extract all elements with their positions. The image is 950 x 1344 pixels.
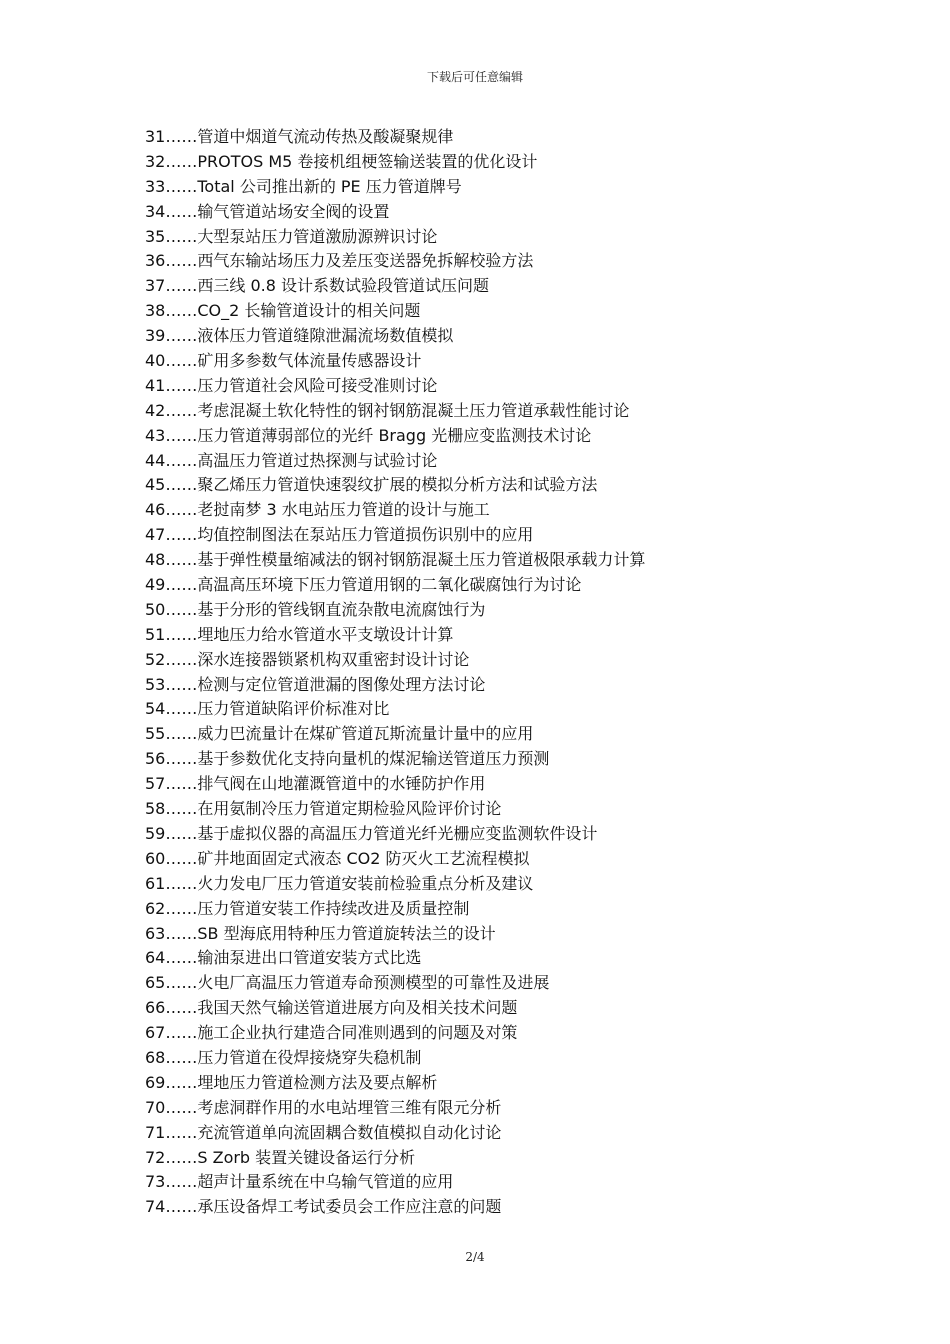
list-item: 52……深水连接器锁紧机构双重密封设计讨论: [145, 649, 470, 669]
list-item: 59……基于虚拟仪器的高温压力管道光纤光栅应变监测软件设计: [145, 823, 598, 843]
list-item: 57……排气阀在山地灌溉管道中的水锤防护作用: [145, 774, 486, 794]
list-item: 53……检测与定位管道泄漏的图像处理方法讨论: [145, 674, 486, 694]
list-item: 71……充流管道单向流固耦合数值模拟自动化讨论: [145, 1122, 502, 1142]
list-item: 45……聚乙烯压力管道快速裂纹扩展的模拟分析方法和试验方法: [145, 475, 598, 495]
list-item: 37……西三线 0.8 设计系数试验段管道试压问题: [145, 276, 489, 296]
list-item: 73……超声计量系统在中乌输气管道的应用: [145, 1172, 454, 1192]
list-item: 63……SB 型海底用特种压力管道旋转法兰的设计: [145, 923, 496, 943]
list-item: 74……承压设备焊工考试委员会工作应注意的问题: [145, 1197, 502, 1217]
list-item: 50……基于分形的管线钢直流杂散电流腐蚀行为: [145, 599, 486, 619]
list-item: 34……输气管道站场安全阀的设置: [145, 201, 390, 221]
list-item: 58……在用氨制冷压力管道定期检验风险评价讨论: [145, 799, 502, 819]
list-item: 55……威力巴流量计在煤矿管道瓦斯流量计量中的应用: [145, 724, 534, 744]
list-item: 36……西气东输站场压力及差压变送器免拆解校验方法: [145, 251, 534, 271]
topic-list: [145, 125, 645, 1220]
list-item: 32……PROTOS M5 卷接机组梗签输送装置的优化设计: [145, 151, 538, 171]
page-header: 下载后可任意编辑: [426, 70, 523, 84]
list-item: 39……液体压力管道缝隙泄漏流场数值模拟: [145, 326, 454, 346]
page-number: 2/4: [465, 1250, 485, 1264]
list-item: 46……老挝南梦 3 水电站压力管道的设计与施工: [145, 500, 490, 520]
list-item: 33……Total 公司推出新的 PE 压力管道牌号: [145, 176, 462, 196]
list-item: 68……压力管道在役焊接烧穿失稳机制: [145, 1047, 422, 1067]
list-item: 44……高温压力管道过热探测与试验讨论: [145, 450, 438, 470]
list-item: 62……压力管道安装工作持续改进及质量控制: [145, 898, 470, 918]
list-item: 35……大型泵站压力管道激励源辨识讨论: [145, 226, 438, 246]
list-item: 64……输油泵进出口管道安装方式比选: [145, 948, 422, 968]
list-item: 48……基于弹性模量缩减法的钢衬钢筋混凝土压力管道极限承载力计算: [145, 550, 646, 570]
list-item: 61……火力发电厂压力管道安装前检验重点分析及建议: [145, 873, 534, 893]
list-item: 43……压力管道薄弱部位的光纤 Bragg 光栅应变监测技术讨论: [145, 425, 592, 445]
list-item: 65……火电厂高温压力管道寿命预测模型的可靠性及进展: [145, 973, 550, 993]
list-item: 56……基于参数优化支持向量机的煤泥输送管道压力预测: [145, 749, 550, 769]
list-item: 42……考虑混凝土软化特性的钢衬钢筋混凝土压力管道承载性能讨论: [145, 400, 630, 420]
list-item: 31……管道中烟道气流动传热及酸凝聚规律: [145, 127, 454, 146]
list-item: 66……我国天然气输送管道进展方向及相关技术问题: [145, 998, 518, 1018]
list-item: 51……埋地压力给水管道水平支墩设计计算: [145, 624, 454, 644]
list-item: 40……矿用多参数气体流量传感器设计: [145, 351, 422, 371]
list-item: 54……压力管道缺陷评价标准对比: [145, 699, 390, 719]
list-item: 47……均值控制图法在泵站压力管道损伤识别中的应用: [145, 525, 534, 545]
list-item: 38……CO_2 长输管道设计的相关问题: [145, 301, 421, 321]
list-item: 72……S Zorb 装置关键设备运行分析: [145, 1147, 416, 1167]
list-item: 69……埋地压力管道检测方法及要点解析: [145, 1072, 438, 1092]
list-item: 60……矿井地面固定式液态 CO2 防灭火工艺流程模拟: [145, 848, 530, 868]
list-item: 41……压力管道社会风险可接受准则讨论: [145, 375, 438, 395]
list-item: 67……施工企业执行建造合同准则遇到的问题及对策: [145, 1023, 518, 1043]
list-item: 49……高温高压环境下压力管道用钢的二氧化碳腐蚀行为讨论: [145, 575, 582, 595]
list-item: 70……考虑洞群作用的水电站埋管三维有限元分析: [145, 1097, 502, 1117]
